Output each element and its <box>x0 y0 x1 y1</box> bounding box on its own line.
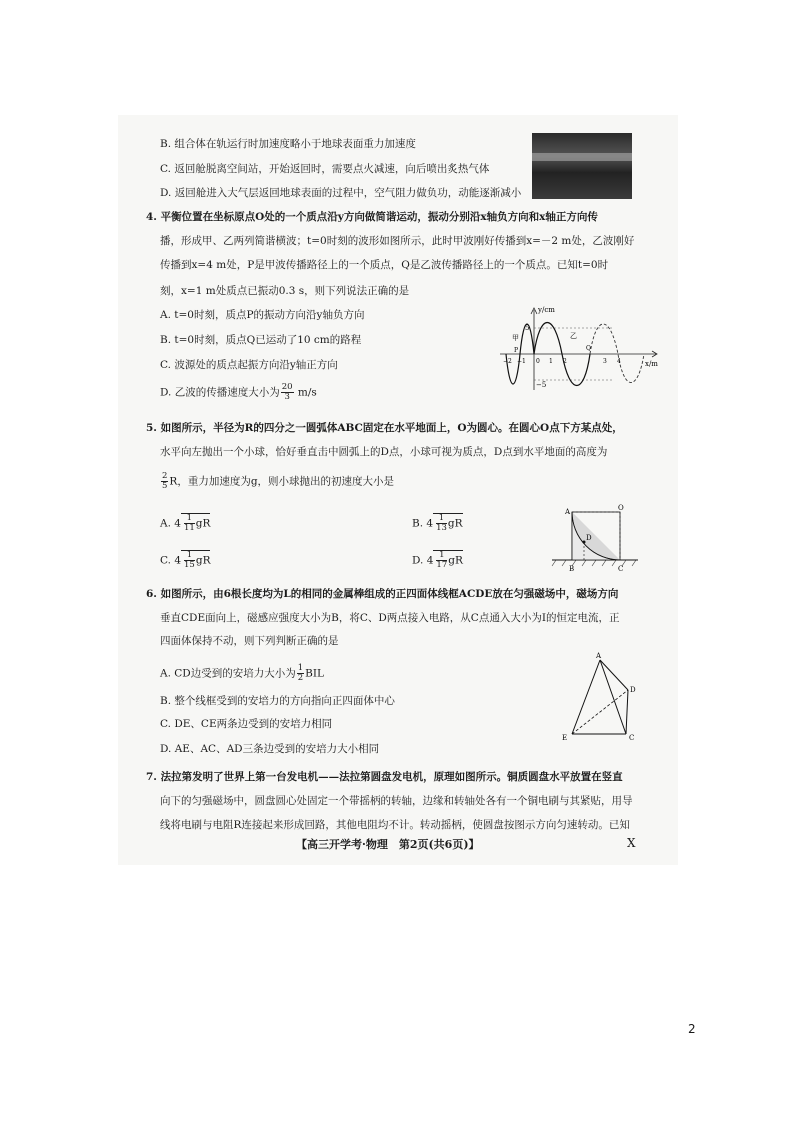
q4-option-b: B. t=0时刻，质点Q已运动了10 cm的路程 <box>160 334 362 346</box>
q5-option-d: D. 4 $\frac{1}{17}$ gR <box>412 550 463 570</box>
q4-fig-tick: −2 <box>503 358 512 365</box>
q4-fig-q-label: Q <box>586 345 591 352</box>
q5-fig-c-label: C <box>618 565 624 572</box>
q6-option-a: A. CD边受到的安培力大小为 $\frac{1}{2}$ BIL <box>160 663 324 683</box>
q4-stem-line4: 刻，x=1 m处质点已振动0.3 s，则下列说法正确的是 <box>160 285 410 297</box>
q4-fig-tick: 3 <box>603 358 607 365</box>
q4-fig-p-label: P <box>514 347 519 354</box>
q3-option-b: B. 组合体在轨运行时加速度略小于地球表面重力加速度 <box>160 138 416 150</box>
q4-fig-amp-bot: −5 <box>536 381 547 389</box>
page-number: 2 <box>688 1022 696 1036</box>
q5-arc-figure <box>548 500 644 572</box>
q4-option-c: C. 波源处的质点起振方向沿y轴正方向 <box>160 359 338 371</box>
q4-fig-tick: −1 <box>517 358 526 365</box>
q5-fig-o-label: O <box>618 504 624 512</box>
q6-fig-a-label: A <box>596 652 602 660</box>
q6-stem-line1: 6. 如图所示，由6根长度均为L的相同的金属棒组成的正四面体线框ACDE放在匀强磁场中，磁场方向 <box>146 588 619 600</box>
space-station-photo <box>532 133 632 199</box>
q4-fig-tick: 2 <box>563 358 567 365</box>
q4-fig-amp-top: 5 <box>525 324 530 332</box>
q6-fig-e-label: E <box>562 734 568 742</box>
q5-fig-a-label: A <box>565 508 571 516</box>
q6-fig-d-label: D <box>630 686 636 694</box>
q7-stem-line2: 向下的匀强磁场中，圆盘圆心处固定一个带摇柄的转轴，边缘和转轴处各有一个铜电刷与其紧贴，用导 <box>160 795 633 807</box>
q4-fig-tick: 0 <box>536 358 540 365</box>
q5-fig-d-label: D <box>586 534 592 542</box>
q4-fig-jia-label: 甲 <box>512 334 519 342</box>
q6-tetrahedron-figure <box>556 650 646 742</box>
q5-option-b: B. 4 $\frac{1}{13}$ gR <box>412 513 463 533</box>
q5-stem-line2: 水平向左抛出一个小球，恰好垂直击中圆弧上的D点，小球可视为质点，D点到水平地面的高度为 <box>160 446 608 458</box>
q4-fig-xlabel: x/m <box>645 360 658 368</box>
q4-stem-line2: 播，形成甲、乙两列简谐横波；t=0时刻的波形如图所示，此时甲波刚好传播到x=－2 m处，乙波刚好 <box>160 235 635 247</box>
q4-fig-ylabel: y/cm <box>538 306 555 314</box>
q6-option-c: C. DE、CE两条边受到的安培力相同 <box>160 718 333 730</box>
q3-option-d: D. 返回舱进入大气层返回地球表面的过程中，空气阻力做负功，动能逐渐减小 <box>160 187 522 199</box>
q4-fig-tick: 4 <box>617 358 621 365</box>
q7-stem-line3: 线将电刷与电阻R连接起来形成回路，其他电阻均不计。转动摇柄，使圆盘按图示方向匀速转动。已知 <box>160 819 630 831</box>
q6-stem-line2: 垂直CDE面向上，磁感应强度大小为B，将C、D两点接入电路，从C点通入大小为I的恒定电流，正 <box>160 612 620 624</box>
q5-option-c: C. 4 $\frac{1}{15}$ gR <box>160 550 211 570</box>
q4-wave-figure <box>494 302 664 394</box>
q4-fig-yi-label: 乙 <box>570 332 577 340</box>
q4-fig-tick: 1 <box>549 358 553 365</box>
q6-fig-c-label: C <box>629 734 635 742</box>
q7-stem-line1: 7. 法拉第发明了世界上第一台发电机——法拉第圆盘发电机，原理如图所示。铜质圆盘水平放置在竖直 <box>146 771 623 783</box>
q4-option-a: A. t=0时刻，质点P的振动方向沿y轴负方向 <box>160 309 365 321</box>
q6-option-d: D. AE、AC、AD三条边受到的安培力大小相同 <box>160 743 380 755</box>
q5-fig-b-label: B <box>569 565 575 572</box>
q4-stem-line3: 传播到x=4 m处，P是甲波传播路径上的一个质点，Q是乙波传播路径上的一个质点。已知t=0时 <box>160 259 609 271</box>
q6-option-b: B. 整个线框受到的安培力的方向指向正四面体中心 <box>160 695 395 707</box>
q5-stem-line1: 5. 如图所示，半径为R的四分之一圆弧体ABC固定在水平地面上，O为圆心。在圆心O点下方某点处， <box>146 422 623 434</box>
footer-mark: X <box>627 836 636 850</box>
q6-stem-line3: 四面体保持不动，则下列判断正确的是 <box>160 635 339 647</box>
q4-option-d: D. 乙波的传播速度大小为 $\frac{20}{3}$ m/s <box>160 382 317 402</box>
q5-option-a: A. 4 $\frac{1}{11}$ gR <box>160 513 211 533</box>
page-footer: 【高三开学考·物理 第2页(共6页)】 <box>296 838 480 851</box>
q4-stem-line1: 4. 平衡位置在坐标原点O处的一个质点沿y方向做简谐运动，振动分别沿x轴负方向和x轴正方向传 <box>146 211 598 223</box>
q3-option-c: C. 返回舱脱离空间站，开始返回时，需要点火减速，向后喷出炙热气体 <box>160 163 490 175</box>
q5-stem-line3: $\frac{2}{5}$ R，重力加速度为g，则小球抛出的初速度大小是 <box>162 471 395 491</box>
